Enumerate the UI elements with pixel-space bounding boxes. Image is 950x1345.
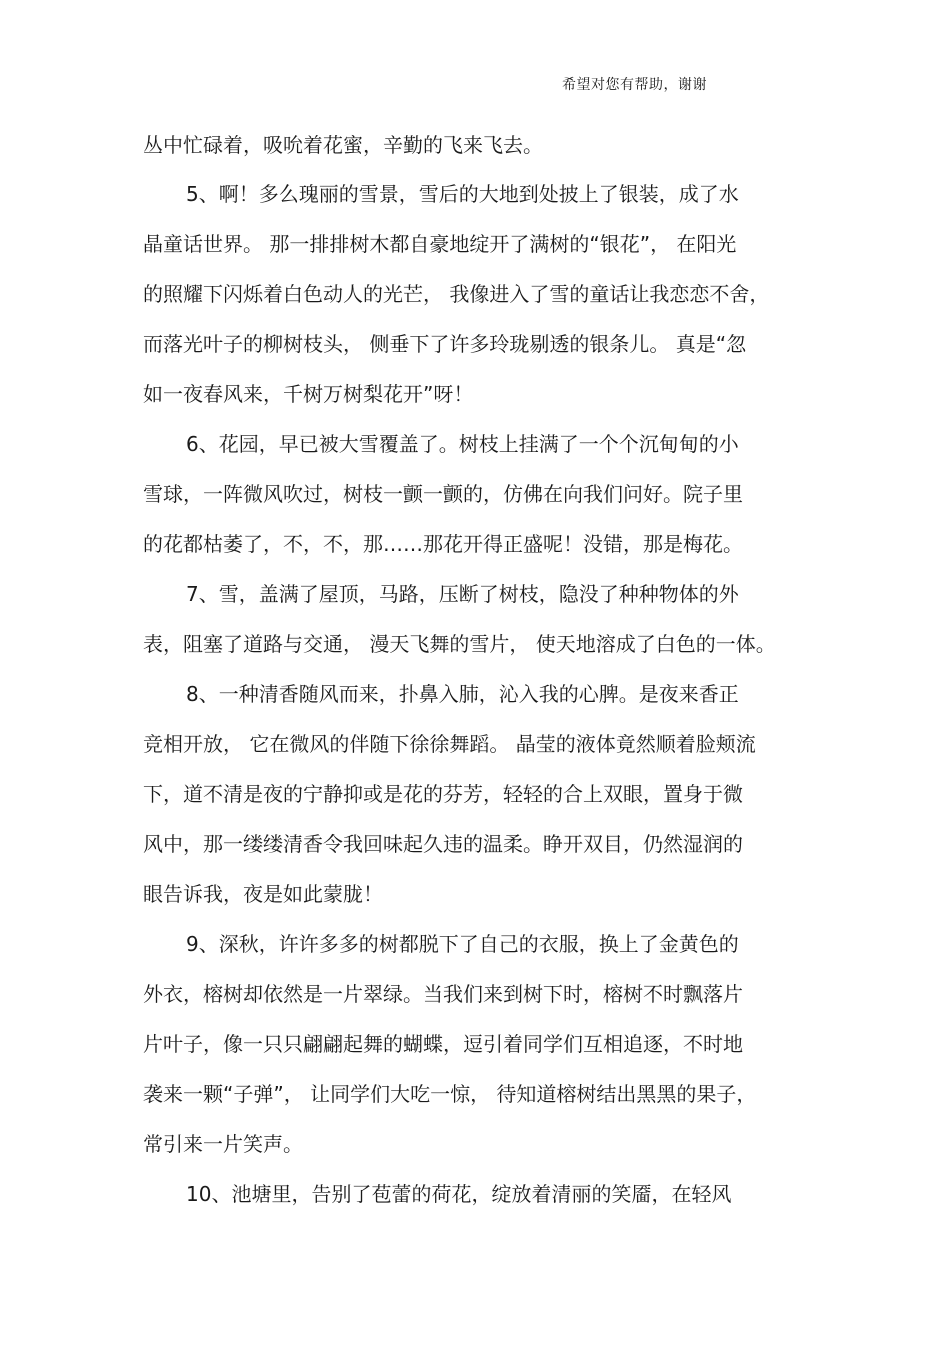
text-line: 片叶子，像一只只翩翩起舞的蝴蝶，逗引着同学们互相追逐，不时地 (143, 1032, 743, 1056)
text-line: 风中，那一缕缕清香令我回味起久违的温柔。睁开双目，仍然湿润的 (143, 832, 743, 856)
page-header: 希望对您有帮助，谢谢 (562, 77, 707, 93)
text-line: 袭来一颗“子弹”， 让同学们大吃一惊， 待知道榕树结出黑黑的果子， (143, 1082, 757, 1106)
text-line: 而落光叶子的柳树枝头， 侧垂下了许多玲珑剔透的银条儿。 真是“忽 (143, 332, 747, 356)
text-line: 眼告诉我，夜是如此蒙胧！ (143, 882, 383, 906)
text-line: 8、一种清香随风而来，扑鼻入肺，沁入我的心脾。是夜来香正 (186, 682, 739, 706)
text-line: 9、深秋，许许多多的树都脱下了自己的衣服，换上了金黄色的 (186, 932, 739, 956)
text-line: 雪球，一阵微风吹过，树枝一颤一颤的，仿佛在向我们问好。院子里 (143, 482, 743, 506)
text-line: 6、花园，早已被大雪覆盖了。树枝上挂满了一个个沉甸甸的小 (186, 432, 739, 456)
text-line: 常引来一片笑声。 (143, 1132, 303, 1156)
text-line: 丛中忙碌着，吸吮着花蜜，辛勤的飞来飞去。 (143, 133, 543, 157)
text-line: 下，道不清是夜的宁静抑或是花的芬芳，轻轻的合上双眼，置身于微 (143, 782, 743, 806)
text-line: 7、雪，盖满了屋顶，马路，压断了树枝，隐没了种种物体的外 (186, 582, 739, 606)
text-line: 晶童话世界。 那一排排树木都自豪地绽开了满树的“银花”， 在阳光 (143, 232, 737, 256)
text-line: 的花都枯萎了，不，不，那……那花开得正盛呢！没错，那是梅花。 (143, 532, 743, 556)
text-line: 如一夜春风来，千树万树梨花开”呀！ (143, 382, 474, 406)
text-line: 5、啊！多么瑰丽的雪景，雪后的大地到处披上了银装，成了水 (186, 182, 739, 206)
text-line: 表，阻塞了道路与交通， 漫天飞舞的雪片， 使天地溶成了白色的一体。 (143, 632, 776, 656)
text-line: 的照耀下闪烁着白色动人的光芒， 我像进入了雪的童话让我恋恋不舍， (143, 282, 770, 306)
text-line: 10、池塘里，告别了苞蕾的荷花，绽放着清丽的笑靥，在轻风 (186, 1182, 732, 1206)
text-line: 外衣，榕树却依然是一片翠绿。当我们来到树下时，榕树不时飘落片 (143, 982, 743, 1006)
text-line: 竞相开放， 它在微风的伴随下徐徐舞蹈。 晶莹的液体竟然顺着脸颊流 (143, 732, 756, 756)
